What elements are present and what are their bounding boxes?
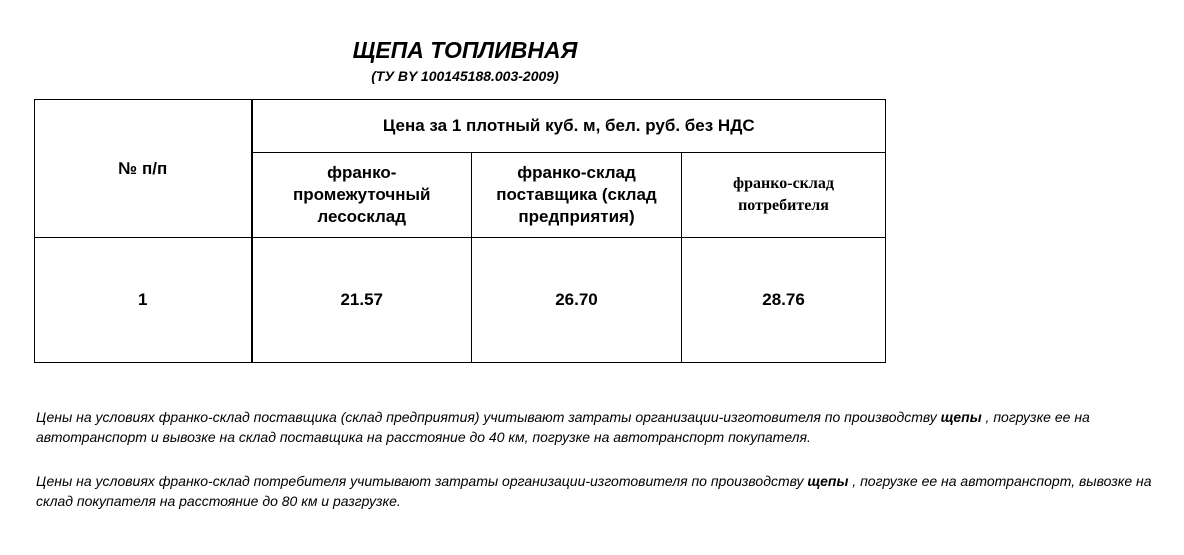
row-number: 1 [35,238,252,363]
price-supplier-warehouse: 26.70 [472,238,682,363]
note-text: Цены на условиях франко-склад поставщика (склад предприятия) учитывают затраты организации-изготовителя по производству [36,409,941,425]
subheader-intermediate-warehouse: франко-промежуточный лесосклад [252,153,472,238]
subheader-supplier-warehouse: франко-склад поставщика (склад предприятия) [472,153,682,238]
document-subtitle: (ТУ BY 100145188.003-2009) [371,68,559,84]
col-header-price: Цена за 1 плотный куб. м, бел. руб. без НДС [252,100,886,153]
price-intermediate-warehouse: 21.57 [252,238,472,363]
table-header-row [35,100,886,153]
price-table [34,99,886,363]
price-consumer-warehouse: 28.76 [682,238,886,363]
note-text: , погрузке ее на автотранспорт, вывозке на склад покупателя на расстояние до 80 км и разгрузке. [36,473,1152,509]
note-bold-term: щепы [940,409,982,425]
note-text: Цены на условиях франко-склад потребителя учитывают затраты организации-изготовителя по производству [36,473,808,489]
note-supplier-terms [36,407,1156,447]
document-title: ЩЕПА ТОПЛИВНАЯ [352,37,578,63]
note-consumer-terms [36,471,1156,511]
subheader-consumer-warehouse: франко-склад потребителя [682,153,886,238]
table-row [35,238,886,363]
col-header-number: № п/п [35,100,252,238]
note-bold-term: щепы [807,473,849,489]
note-text: , погрузке ее на автотранспорт и вывозке на склад поставщика на расстояние до 40 км, погрузке на автотранспорт покупателя. [36,409,1090,445]
